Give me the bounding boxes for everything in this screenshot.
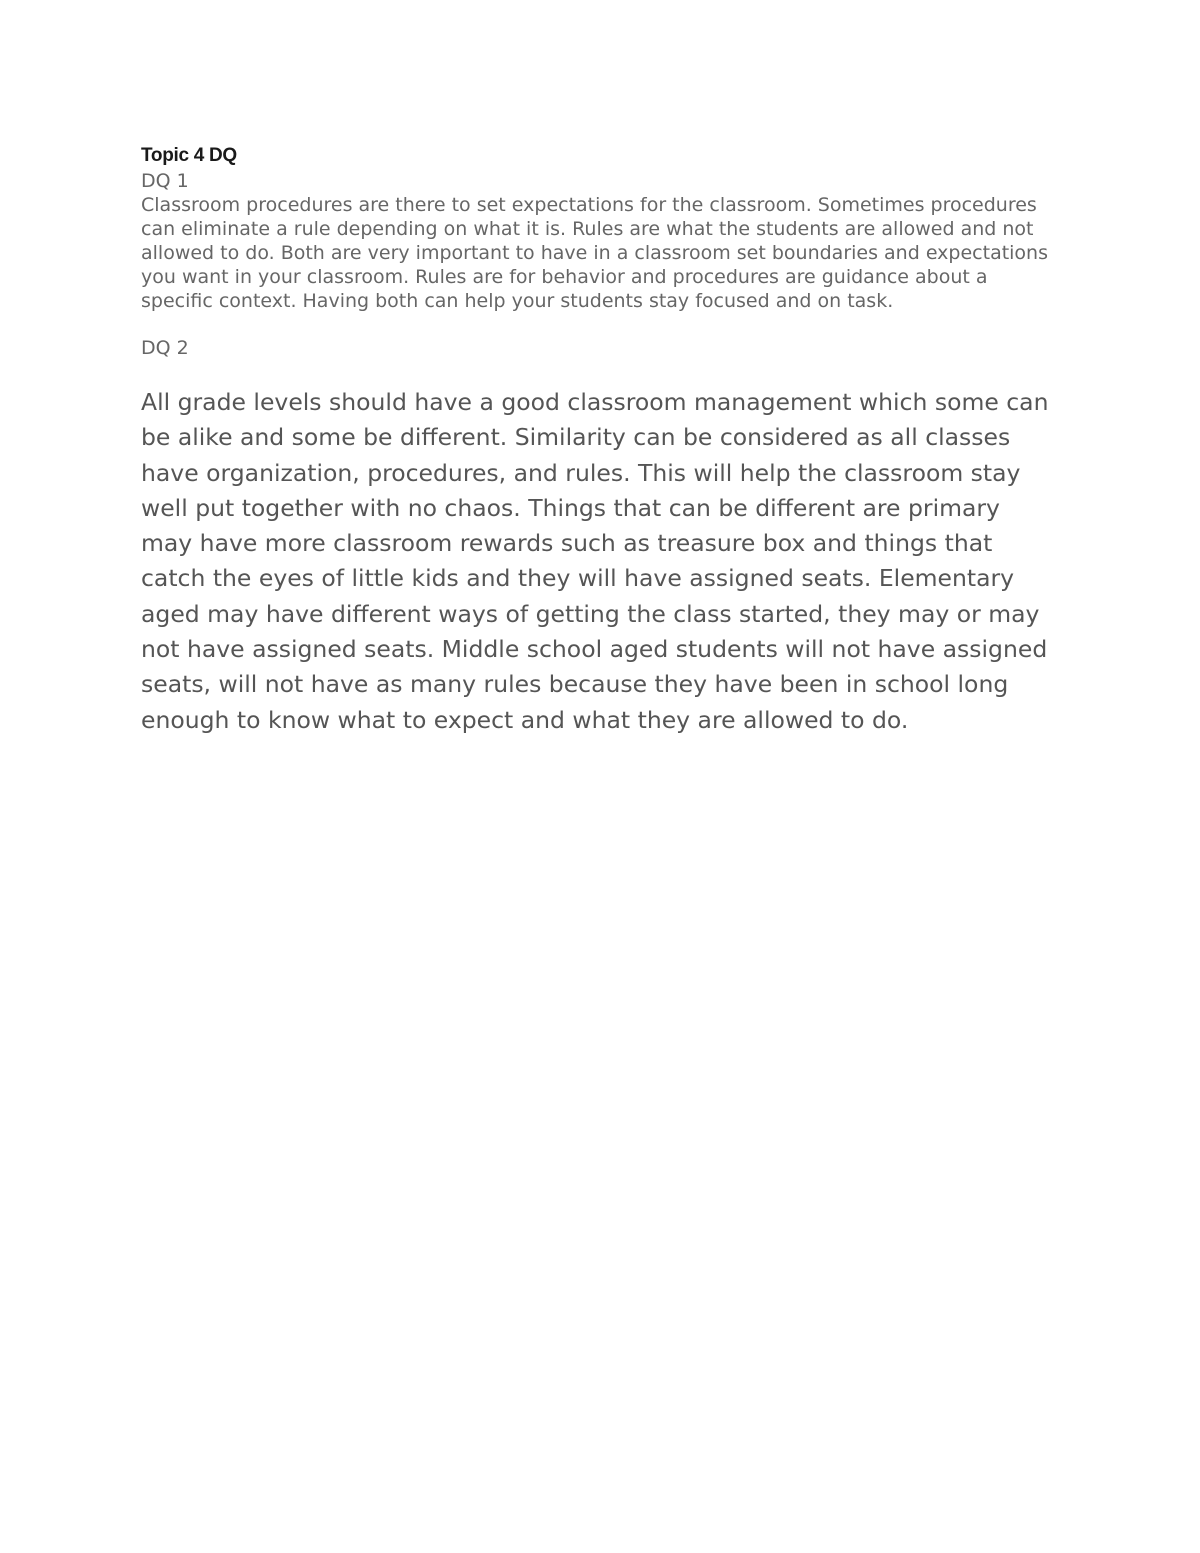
dq2-paragraph: All grade levels should have a good classroom management which some can be alike and some be different. Similarity can be considered as all classes have organization, procedures, and rules. This will help the classroom stay well put together with no chaos. Things that can be different are primary may have more classroom rewards such as treasure box and things that catch the eyes of little kids and they will have assigned seats. Elementary aged may have different ways of getting the class started, they may or may not have assigned seats. Middle school aged students will not have assigned seats, will not have as many rules because they have been in school long enough to know what to expect and what they are allowed to do.	[141, 388, 1049, 734]
document-title: Topic 4 DQ	[141, 145, 237, 166]
document-body	[141, 143, 1056, 738]
dq2-heading: DQ 2	[141, 337, 189, 359]
dq1-paragraph: Classroom procedures are there to set expectations for the classroom. Sometimes procedures can eliminate a rule depending on what it is. Rules are what the students are allowed and not allowed to do. Both are very important to have in a classroom set boundaries and expectations you want in your classroom. Rules are for behavior and procedures are guidance about a specific context. Having both can help your students stay focused and on task.	[141, 194, 1048, 312]
dq1-heading: DQ 1	[141, 170, 189, 192]
